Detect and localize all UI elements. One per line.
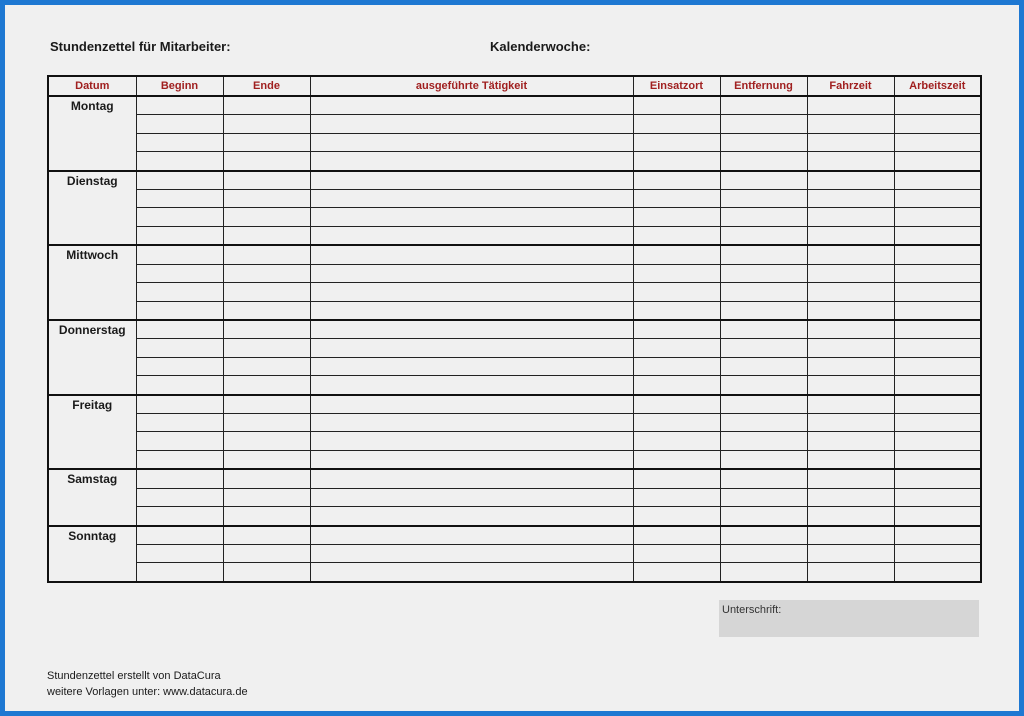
entry-cell[interactable] — [894, 152, 981, 171]
entry-cell[interactable] — [720, 507, 807, 526]
entry-cell[interactable] — [894, 469, 981, 488]
entry-cell[interactable] — [720, 133, 807, 151]
entry-cell[interactable] — [633, 414, 720, 432]
entry-cell[interactable] — [720, 357, 807, 375]
table-row — [48, 133, 981, 151]
entry-cell[interactable] — [807, 171, 894, 190]
entry-cell[interactable] — [807, 264, 894, 282]
signature-label: Unterschrift: — [722, 604, 782, 616]
entry-cell[interactable] — [310, 432, 633, 450]
entry-cell[interactable] — [894, 264, 981, 282]
entry-cell[interactable] — [807, 190, 894, 208]
entry-cell[interactable] — [223, 414, 310, 432]
entry-cell[interactable] — [720, 320, 807, 339]
entry-cell[interactable] — [310, 507, 633, 526]
day-label: Samstag — [48, 469, 136, 525]
entry-cell[interactable] — [223, 264, 310, 282]
entry-cell[interactable] — [894, 526, 981, 545]
entry-cell[interactable] — [807, 283, 894, 301]
entry-cell[interactable] — [807, 245, 894, 264]
entry-cell[interactable] — [223, 190, 310, 208]
entry-cell[interactable] — [633, 320, 720, 339]
entry-cell[interactable] — [310, 376, 633, 395]
entry-cell[interactable] — [136, 563, 223, 582]
entry-cell[interactable] — [310, 526, 633, 545]
column-header: Beginn — [136, 76, 223, 96]
entry-cell[interactable] — [720, 414, 807, 432]
entry-cell[interactable] — [894, 133, 981, 151]
entry-cell[interactable] — [807, 507, 894, 526]
entry-cell[interactable] — [633, 245, 720, 264]
entry-cell[interactable] — [894, 414, 981, 432]
entry-cell[interactable] — [894, 301, 981, 320]
entry-cell[interactable] — [807, 544, 894, 562]
entry-cell[interactable] — [633, 395, 720, 414]
table-row — [48, 357, 981, 375]
entry-cell[interactable] — [807, 432, 894, 450]
entry-cell[interactable] — [807, 563, 894, 582]
entry-cell[interactable] — [720, 526, 807, 545]
entry-cell[interactable] — [136, 152, 223, 171]
entry-cell[interactable] — [310, 283, 633, 301]
entry-cell[interactable] — [136, 395, 223, 414]
column-header: Ende — [223, 76, 310, 96]
table-row — [48, 264, 981, 282]
calendar-week-label: Kalenderwoche: — [490, 39, 591, 54]
entry-cell[interactable] — [720, 488, 807, 506]
entry-cell[interactable] — [894, 507, 981, 526]
entry-cell[interactable] — [223, 469, 310, 488]
entry-cell[interactable] — [894, 96, 981, 115]
entry-cell[interactable] — [223, 563, 310, 582]
entry-cell[interactable] — [807, 301, 894, 320]
entry-cell[interactable] — [894, 320, 981, 339]
entry-cell[interactable] — [633, 376, 720, 395]
table-row — [48, 395, 981, 414]
entry-cell[interactable] — [136, 171, 223, 190]
entry-cell[interactable] — [894, 563, 981, 582]
entry-cell[interactable] — [633, 115, 720, 133]
column-header: Entfernung — [720, 76, 807, 96]
table-row — [48, 507, 981, 526]
entry-cell[interactable] — [807, 526, 894, 545]
entry-cell[interactable] — [223, 544, 310, 562]
entry-cell[interactable] — [633, 171, 720, 190]
entry-cell[interactable] — [720, 395, 807, 414]
entry-cell[interactable] — [720, 190, 807, 208]
entry-cell[interactable] — [720, 152, 807, 171]
entry-cell[interactable] — [223, 376, 310, 395]
entry-cell[interactable] — [720, 245, 807, 264]
day-label: Donnerstag — [48, 320, 136, 395]
entry-cell[interactable] — [310, 226, 633, 245]
table-row — [48, 450, 981, 469]
table-row — [48, 469, 981, 488]
column-header: Datum — [48, 76, 136, 96]
entry-cell[interactable] — [310, 357, 633, 375]
table-body — [48, 96, 981, 582]
entry-cell[interactable] — [136, 432, 223, 450]
entry-cell[interactable] — [136, 115, 223, 133]
entry-cell[interactable] — [633, 507, 720, 526]
entry-cell[interactable] — [223, 432, 310, 450]
entry-cell[interactable] — [894, 357, 981, 375]
entry-cell[interactable] — [310, 171, 633, 190]
entry-cell[interactable] — [720, 301, 807, 320]
entry-cell[interactable] — [223, 488, 310, 506]
table-row — [48, 152, 981, 171]
entry-cell[interactable] — [310, 320, 633, 339]
entry-cell[interactable] — [894, 544, 981, 562]
footer-credit: Stundenzettel erstellt von DataCura — [47, 670, 221, 682]
entry-cell[interactable] — [633, 283, 720, 301]
entry-cell[interactable] — [223, 320, 310, 339]
entry-cell[interactable] — [894, 208, 981, 226]
entry-cell[interactable] — [633, 469, 720, 488]
entry-cell[interactable] — [136, 507, 223, 526]
entry-cell[interactable] — [136, 320, 223, 339]
entry-cell[interactable] — [894, 283, 981, 301]
entry-cell[interactable] — [223, 115, 310, 133]
entry-cell[interactable] — [894, 115, 981, 133]
entry-cell[interactable] — [136, 208, 223, 226]
entry-cell[interactable] — [310, 488, 633, 506]
entry-cell[interactable] — [310, 395, 633, 414]
entry-cell[interactable] — [633, 544, 720, 562]
entry-cell[interactable] — [807, 488, 894, 506]
entry-cell[interactable] — [310, 469, 633, 488]
entry-cell[interactable] — [720, 96, 807, 115]
entry-cell[interactable] — [310, 245, 633, 264]
entry-cell[interactable] — [223, 133, 310, 151]
table-row — [48, 190, 981, 208]
entry-cell[interactable] — [223, 339, 310, 357]
table-row — [48, 339, 981, 357]
entry-cell[interactable] — [310, 96, 633, 115]
entry-cell[interactable] — [310, 301, 633, 320]
entry-cell[interactable] — [310, 414, 633, 432]
entry-cell[interactable] — [807, 226, 894, 245]
entry-cell[interactable] — [223, 171, 310, 190]
entry-cell[interactable] — [136, 488, 223, 506]
day-label: Mittwoch — [48, 245, 136, 320]
entry-cell[interactable] — [633, 357, 720, 375]
table-row — [48, 283, 981, 301]
entry-cell[interactable] — [223, 152, 310, 171]
entry-cell[interactable] — [310, 563, 633, 582]
entry-cell[interactable] — [720, 115, 807, 133]
entry-cell[interactable] — [633, 339, 720, 357]
column-header: Einsatzort — [633, 76, 720, 96]
day-label: Montag — [48, 96, 136, 171]
entry-cell[interactable] — [720, 432, 807, 450]
entry-cell[interactable] — [720, 208, 807, 226]
entry-cell[interactable] — [807, 320, 894, 339]
day-label: Dienstag — [48, 171, 136, 246]
employee-label: Stundenzettel für Mitarbeiter: — [50, 39, 231, 54]
footer-website: weitere Vorlagen unter: www.datacura.de — [47, 686, 248, 698]
entry-cell[interactable] — [136, 544, 223, 562]
entry-cell[interactable] — [807, 96, 894, 115]
table-row — [48, 320, 981, 339]
entry-cell[interactable] — [807, 395, 894, 414]
table-row — [48, 376, 981, 395]
entry-cell[interactable] — [223, 357, 310, 375]
entry-cell[interactable] — [894, 226, 981, 245]
entry-cell[interactable] — [633, 450, 720, 469]
table-row — [48, 208, 981, 226]
entry-cell[interactable] — [310, 133, 633, 151]
entry-cell[interactable] — [633, 96, 720, 115]
entry-cell[interactable] — [136, 133, 223, 151]
day-label: Sonntag — [48, 526, 136, 582]
entry-cell[interactable] — [136, 301, 223, 320]
entry-cell[interactable] — [223, 301, 310, 320]
entry-cell[interactable] — [720, 264, 807, 282]
timesheet-table — [47, 75, 982, 583]
entry-cell[interactable] — [807, 450, 894, 469]
entry-cell[interactable] — [894, 395, 981, 414]
footer — [47, 668, 248, 700]
entry-cell[interactable] — [136, 339, 223, 357]
entry-cell[interactable] — [136, 357, 223, 375]
entry-cell[interactable] — [223, 226, 310, 245]
table-header-row — [48, 76, 981, 96]
entry-cell[interactable] — [894, 432, 981, 450]
entry-cell[interactable] — [223, 526, 310, 545]
entry-cell[interactable] — [633, 133, 720, 151]
entry-cell[interactable] — [720, 544, 807, 562]
entry-cell[interactable] — [720, 339, 807, 357]
column-header: Arbeitszeit — [894, 76, 981, 96]
entry-cell[interactable] — [136, 283, 223, 301]
table-row — [48, 96, 981, 115]
entry-cell[interactable] — [633, 488, 720, 506]
table-row — [48, 115, 981, 133]
entry-cell[interactable] — [136, 526, 223, 545]
entry-cell[interactable] — [894, 245, 981, 264]
entry-cell[interactable] — [633, 152, 720, 171]
entry-cell[interactable] — [633, 226, 720, 245]
entry-cell[interactable] — [223, 395, 310, 414]
entry-cell[interactable] — [894, 190, 981, 208]
entry-cell[interactable] — [894, 450, 981, 469]
entry-cell[interactable] — [720, 563, 807, 582]
table-row — [48, 432, 981, 450]
entry-cell[interactable] — [807, 357, 894, 375]
table-row — [48, 526, 981, 545]
entry-cell[interactable] — [633, 526, 720, 545]
entry-cell[interactable] — [223, 450, 310, 469]
entry-cell[interactable] — [310, 544, 633, 562]
entry-cell[interactable] — [720, 283, 807, 301]
entry-cell[interactable] — [223, 208, 310, 226]
entry-cell[interactable] — [633, 264, 720, 282]
entry-cell[interactable] — [136, 245, 223, 264]
day-label: Freitag — [48, 395, 136, 470]
entry-cell[interactable] — [807, 133, 894, 151]
entry-cell[interactable] — [223, 283, 310, 301]
entry-cell[interactable] — [310, 208, 633, 226]
entry-cell[interactable] — [720, 450, 807, 469]
entry-cell[interactable] — [310, 264, 633, 282]
entry-cell[interactable] — [310, 450, 633, 469]
entry-cell[interactable] — [310, 339, 633, 357]
entry-cell[interactable] — [136, 190, 223, 208]
signature-box[interactable] — [719, 600, 979, 637]
entry-cell[interactable] — [223, 507, 310, 526]
entry-cell[interactable] — [136, 226, 223, 245]
entry-cell[interactable] — [310, 115, 633, 133]
entry-cell[interactable] — [136, 96, 223, 115]
entry-cell[interactable] — [894, 171, 981, 190]
table-row — [48, 563, 981, 582]
entry-cell[interactable] — [807, 208, 894, 226]
column-header: Fahrzeit — [807, 76, 894, 96]
entry-cell[interactable] — [310, 152, 633, 171]
entry-cell[interactable] — [807, 339, 894, 357]
entry-cell[interactable] — [894, 339, 981, 357]
entry-cell[interactable] — [807, 469, 894, 488]
entry-cell[interactable] — [633, 563, 720, 582]
entry-cell[interactable] — [136, 469, 223, 488]
table-row — [48, 414, 981, 432]
entry-cell[interactable] — [894, 376, 981, 395]
entry-cell[interactable] — [136, 376, 223, 395]
entry-cell[interactable] — [894, 488, 981, 506]
entry-cell[interactable] — [223, 245, 310, 264]
entry-cell[interactable] — [310, 190, 633, 208]
table-row — [48, 171, 981, 190]
entry-cell[interactable] — [633, 432, 720, 450]
entry-cell[interactable] — [807, 115, 894, 133]
entry-cell[interactable] — [720, 469, 807, 488]
entry-cell[interactable] — [136, 414, 223, 432]
entry-cell[interactable] — [807, 152, 894, 171]
entry-cell[interactable] — [633, 208, 720, 226]
table-row — [48, 226, 981, 245]
entry-cell[interactable] — [720, 376, 807, 395]
entry-cell[interactable] — [720, 171, 807, 190]
entry-cell[interactable] — [633, 190, 720, 208]
table-row — [48, 245, 981, 264]
column-header: ausgeführte Tätigkeit — [310, 76, 633, 96]
entry-cell[interactable] — [720, 226, 807, 245]
entry-cell[interactable] — [633, 301, 720, 320]
table-row — [48, 488, 981, 506]
entry-cell[interactable] — [223, 96, 310, 115]
entry-cell[interactable] — [136, 264, 223, 282]
entry-cell[interactable] — [136, 450, 223, 469]
table-row — [48, 301, 981, 320]
entry-cell[interactable] — [807, 414, 894, 432]
table-row — [48, 544, 981, 562]
entry-cell[interactable] — [807, 376, 894, 395]
